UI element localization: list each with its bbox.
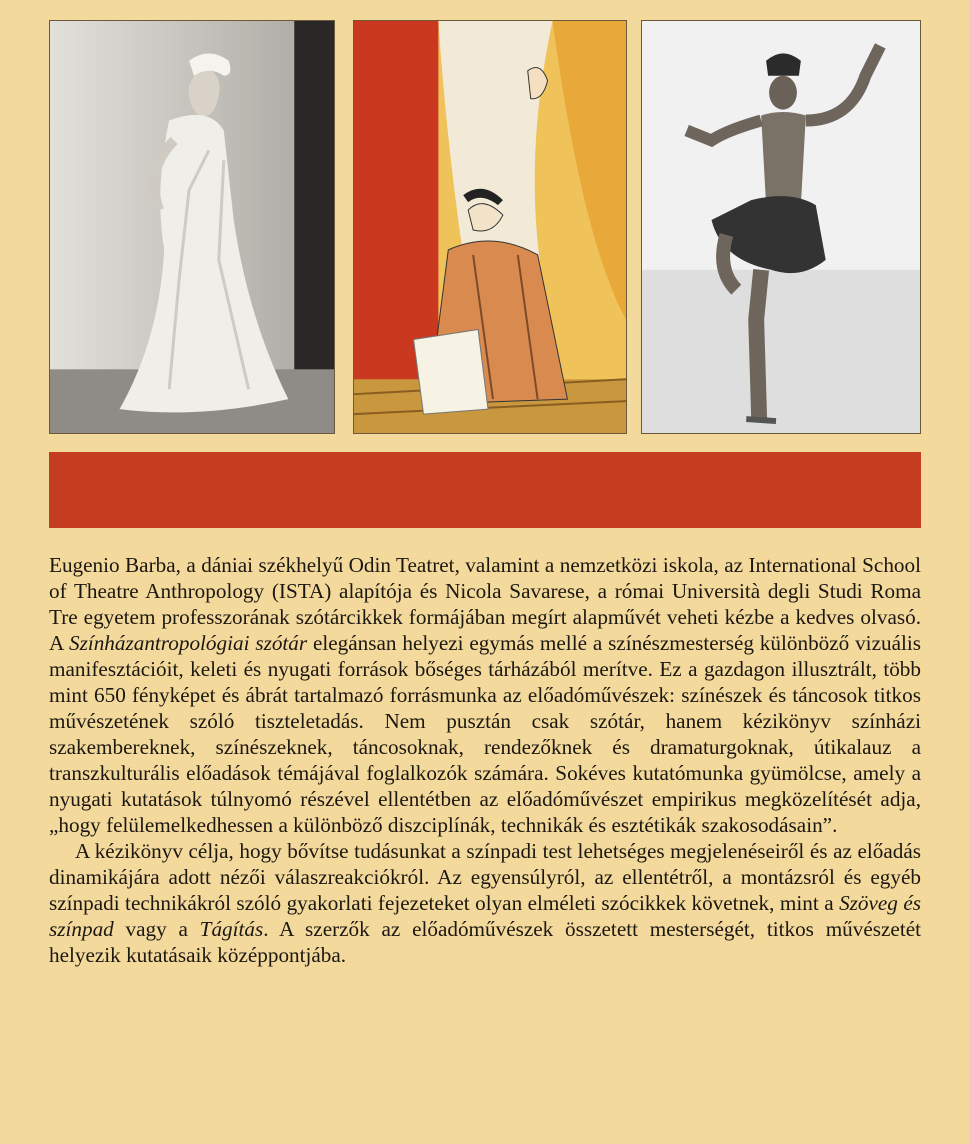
photo-balinese-dancer bbox=[641, 20, 921, 434]
title-band bbox=[49, 452, 921, 528]
text-run: A kézikönyv célja, hogy bővítse tudásunkat a színpadi test lehetséges megjelenéseiről és az előadás dinamikájára adott nézői válaszreakciókról. Az egyensúlyról, az ellentétről, a montázsról és egyéb színpadi technikákról szóló gyakorlati fejezeteket olyan elméleti szócikkek követnek, mint a bbox=[49, 839, 921, 915]
chapter-title: Tágítás bbox=[199, 917, 264, 941]
photo-japanese-print bbox=[353, 20, 627, 434]
text-run: . A szerzők az előadóművészek összetett mesterségét, titkos művészetét helyezik kutatásaik középpontjába. bbox=[49, 917, 921, 967]
text-run: elegánsan helyezi egymás mellé a színészmesterség különböző vizuális manifesztációit, keleti és nyugati források bőséges tárházából merítve. Ez a gazdagon illusztrált, több mint 650 fényképet és ábrát tartalmazó forrásmunka az előadóművészek: színészek és táncosok titkos művészetének szóló tiszteletadás. Nem pusztán csak szótár, hanem kézikönyv színházi szakembereknek, színészeknek, táncosoknak, rendezőknek és dramaturgoknak, útikalauz a transzkulturális előadások témájával foglalkozók számára. Sokéves kutatómunka gyümölcse, amely a nyugati kutatások túlnyomó részével ellentétben az előadóművészet empirikus megközelítését adja, „hogy felülemelkedhessen a különböző diszciplínák, technikák és esztétikák szakosodásain”. bbox=[49, 631, 921, 837]
photo-western-dancer bbox=[49, 20, 335, 434]
chapter-title: Szöveg és színpad bbox=[49, 891, 921, 941]
book-title: Színházantropológiai szótár bbox=[68, 631, 308, 655]
paragraph bbox=[49, 552, 921, 838]
text-run: vagy a bbox=[113, 917, 200, 941]
paragraph bbox=[49, 838, 921, 968]
description-text bbox=[49, 552, 921, 968]
text-run: Eugenio Barba, a dániai székhelyű Odin Teatret, valamint a nemzetközi iskola, az International School of Theatre Anthropology (ISTA) alapítója és Nicola Savarese, a római Università degli Studi Roma Tre egyetem professzorának szótárcikkek formájában megírt alapművét veheti kézbe a kedves olvasó. A bbox=[49, 553, 921, 655]
